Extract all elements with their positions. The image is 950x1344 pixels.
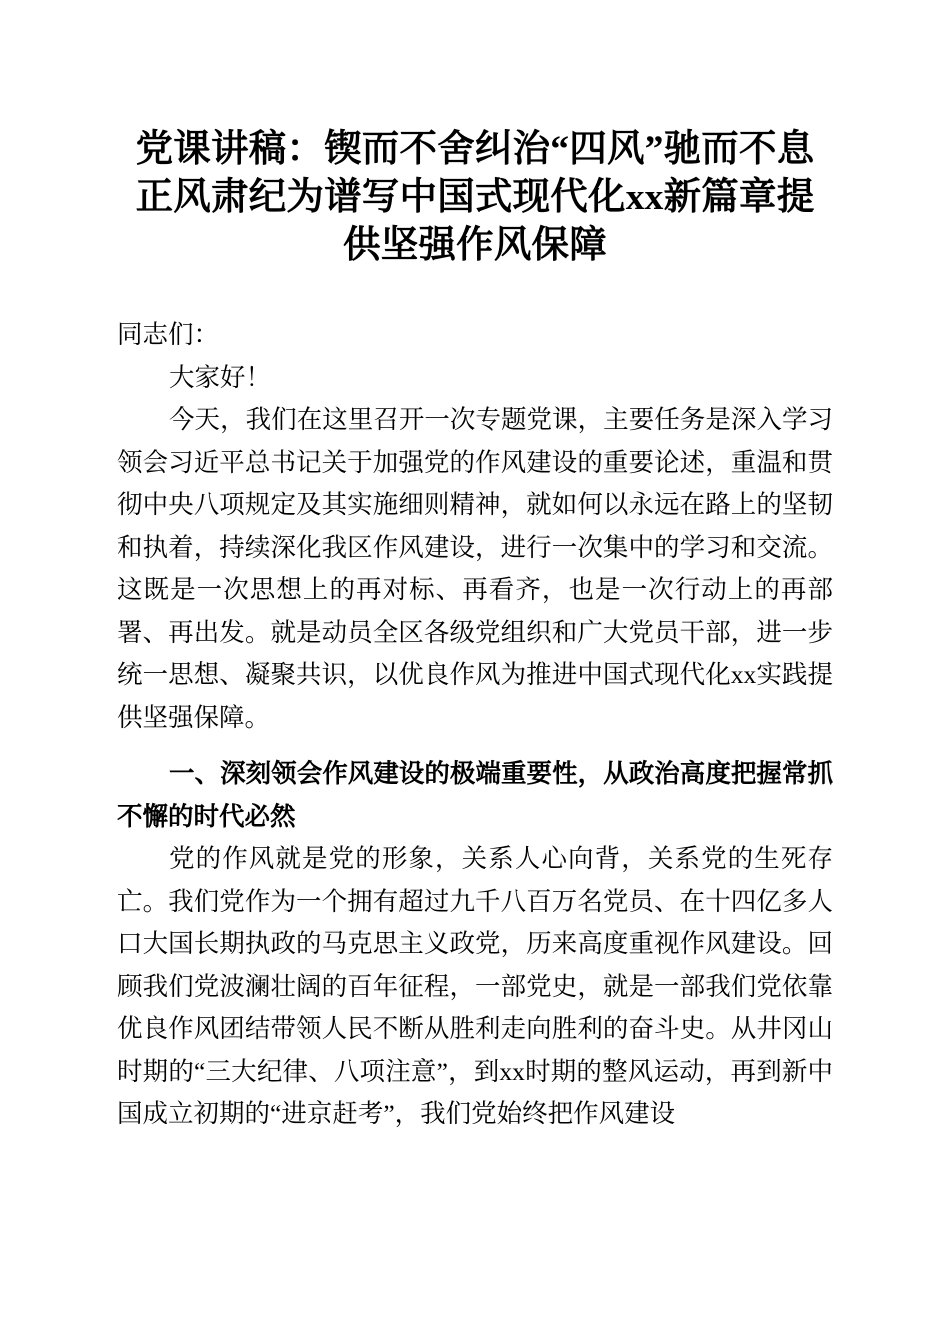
- page-title: 党课讲稿：锲而不舍纠治“四风”驰而不息正风肃纪为谱写中国式现代化xx新篇章提供坚强作风保障: [135, 129, 815, 266]
- section-one-paragraph: 党的作风就是党的形象，关系人心向背，关系党的生死存亡。我们党作为一个拥有超过九千八百万名党员、在十四亿多人口大国长期执政的马克思主义政党，历来高度重视作风建设。回顾我们党波澜壮阔的百年征程，一部党史，就是一部我们党依靠优良作风团结带领人民不断从胜利走向胜利的奋斗史。从井冈山时期的“三大纪律、八项注意”，到xx时期的整风运动，再到新中国成立初期的“进京赶考”，我们党始终把作风建设: [117, 844, 833, 1128]
- document-body: [117, 0, 833, 1136]
- greeting-line: 大家好！: [169, 362, 272, 392]
- section-heading-one: 一、深刻领会作风建设的极端重要性，从政治高度把握常抓不懈的时代必然: [117, 760, 833, 831]
- opening-paragraph: 今天，我们在这里召开一次专题党课，主要任务是深入学习领会习近平总书记关于加强党的作风建设的重要论述，重温和贯彻中央八项规定及其实施细则精神，就如何以永远在路上的坚韧和执着，持续深化我区作风建设，进行一次集中的学习和交流。这既是一次思想上的再对标、再看齐，也是一次行动上的再部署、再出发。就是动员全区各级党组织和广大党员干部，进一步统一思想、凝聚共识，以优良作风为推进中国式现代化xx实践提供坚强保障。: [117, 405, 833, 732]
- salutation-line: 同志们：: [117, 320, 220, 349]
